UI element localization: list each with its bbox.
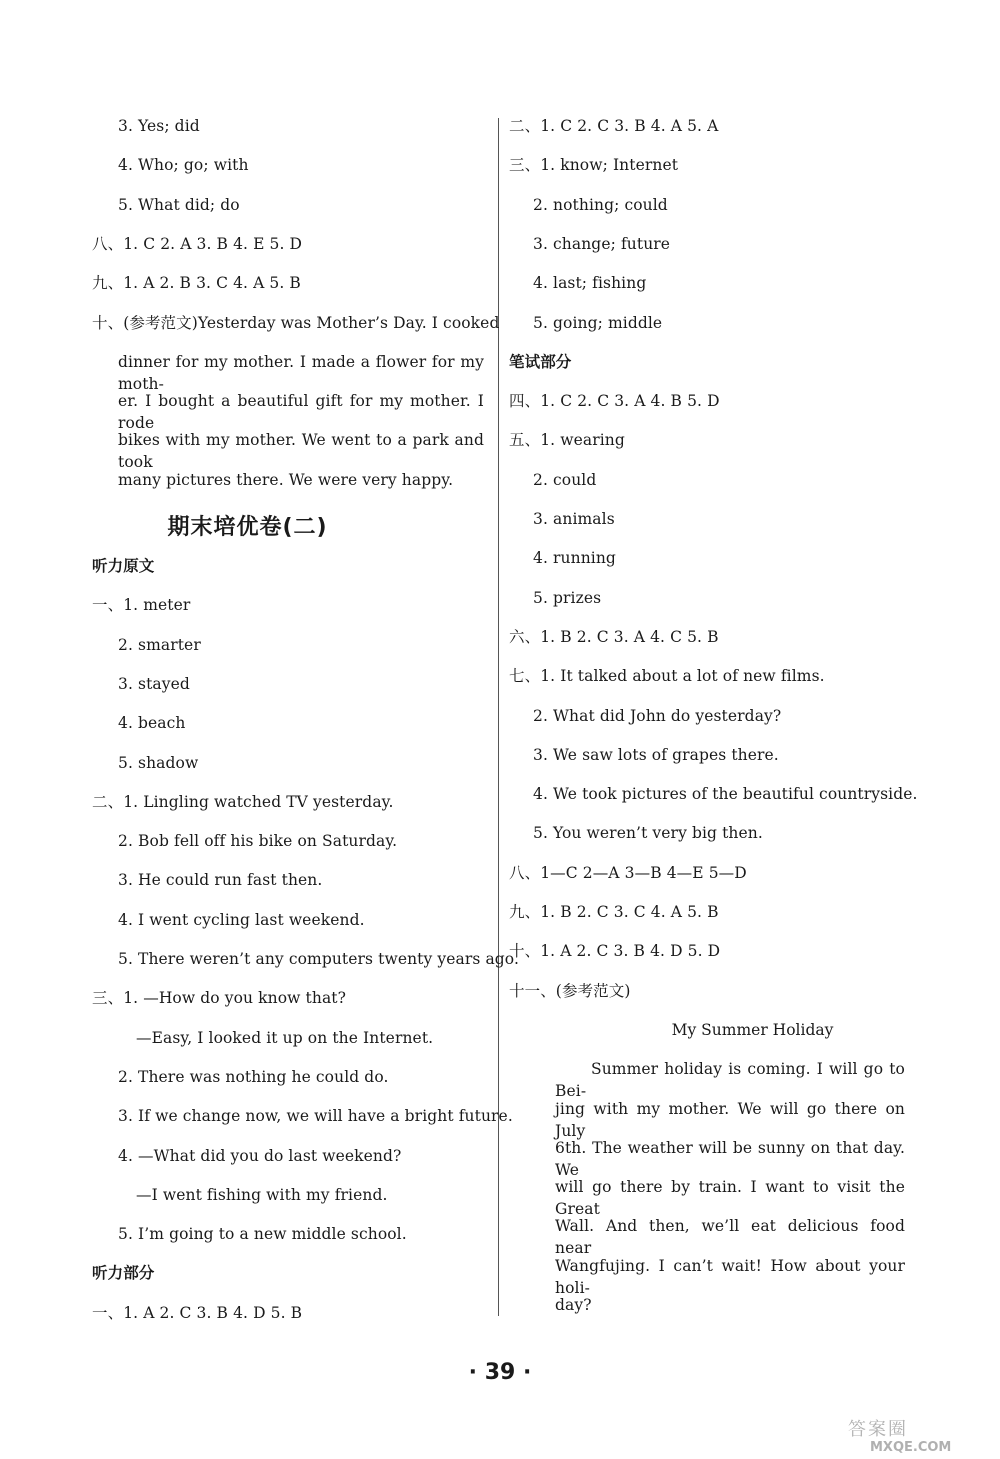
answer-line: 4. last; fishing bbox=[533, 274, 647, 293]
essay-opening: Yesterday was Mother’s Day. I cooked bbox=[197, 313, 500, 332]
answer-line: 4. running bbox=[533, 549, 616, 568]
essay-line: will go there by train. I want to visit the Great bbox=[555, 1178, 905, 1219]
essay-line: Summer holiday is coming. I will go to Bei- bbox=[555, 1060, 905, 1101]
answer-line: 4. We took pictures of the beautiful countryside. bbox=[533, 785, 918, 804]
answer-line: 一、1. meter bbox=[92, 596, 191, 615]
answer-line: 4. beach bbox=[118, 714, 186, 733]
answer-line: 二、1. Lingling watched TV yesterday. bbox=[92, 792, 394, 811]
answer-line: 5. shadow bbox=[118, 753, 199, 772]
answer-line: 3. stayed bbox=[118, 674, 190, 693]
page-number: · 39 · bbox=[468, 1360, 532, 1385]
answer-line: 一、1. A 2. C 3. B 4. D 5. B bbox=[92, 1303, 303, 1322]
listening-part-heading: 听力部分 bbox=[92, 1264, 155, 1283]
answer-line: 2. Bob fell off his bike on Saturday. bbox=[118, 832, 398, 851]
watermark-logo-text: 答案圈 bbox=[848, 1419, 908, 1440]
answer-line: 3. If we change now, we will have a bright future. bbox=[118, 1107, 513, 1126]
essay-line: many pictures there. We were very happy. bbox=[118, 470, 454, 489]
answer-line: 4. —What did you do last weekend? bbox=[118, 1146, 402, 1165]
answer-line: 十一、(参考范文) bbox=[509, 981, 631, 1000]
essay-label: 十、(参考范文) bbox=[92, 313, 198, 332]
answer-line: —Easy, I looked it up on the Internet. bbox=[136, 1028, 434, 1047]
answer-line: 十、1. A 2. C 3. B 4. D 5. D bbox=[509, 942, 721, 961]
answer-line: 5. prizes bbox=[533, 588, 602, 607]
answer-line: 4. I went cycling last weekend. bbox=[118, 910, 365, 929]
essay-line: Wall. And then, we’ll eat delicious food near bbox=[555, 1217, 905, 1258]
essay-first-line bbox=[92, 312, 500, 334]
essay-line: day? bbox=[555, 1296, 592, 1314]
essay-line: jing with my mother. We will go there on July bbox=[555, 1099, 905, 1140]
answer-line: 5. There weren’t any computers twenty years ago. bbox=[118, 950, 519, 968]
answer-line: 九、1. B 2. C 3. C 4. A 5. B bbox=[509, 903, 719, 921]
watermark-site-text: MXQE.COM bbox=[870, 1440, 952, 1455]
answer-line: 六、1. B 2. C 3. A 4. C 5. B bbox=[509, 627, 719, 646]
listening-text-heading: 听力原文 bbox=[92, 557, 155, 575]
answer-line: 3. We saw lots of grapes there. bbox=[533, 745, 779, 764]
answer-line: 2. could bbox=[533, 470, 597, 489]
written-part-heading: 笔试部分 bbox=[509, 352, 572, 371]
answer-line: 2. What did John do yesterday? bbox=[533, 706, 782, 725]
answer-line: 3. He could run fast then. bbox=[118, 871, 323, 890]
answer-line: 5. What did; do bbox=[118, 195, 240, 214]
answer-line: 5. I’m going to a new middle school. bbox=[118, 1225, 407, 1244]
answer-line: 2. smarter bbox=[118, 635, 201, 654]
answer-line: 三、1. —How do you know that? bbox=[92, 989, 347, 1008]
answer-line: 3. change; future bbox=[533, 234, 671, 253]
answer-line: 四、1. C 2. C 3. A 4. B 5. D bbox=[509, 392, 720, 411]
essay-line: dinner for my mother. I made a flower for my moth- bbox=[118, 352, 484, 393]
essay-line: Wangfujing. I can’t wait! How about your holi- bbox=[555, 1256, 905, 1297]
essay-line: er. I bought a beautiful gift for my mother. I rode bbox=[118, 392, 484, 433]
essay-line: 6th. The weather will be sunny on that day. We bbox=[555, 1138, 905, 1179]
answer-line: 5. You weren’t very big then. bbox=[533, 824, 763, 843]
answer-line: 3. animals bbox=[533, 510, 615, 528]
section-title: 期末培优卷(二) bbox=[167, 515, 328, 540]
column-divider bbox=[498, 118, 499, 1316]
answer-line: 七、1. It talked about a lot of new films. bbox=[509, 667, 825, 686]
answer-line: 九、1. A 2. B 3. C 4. A 5. B bbox=[92, 274, 301, 293]
answer-line: 3. Yes; did bbox=[118, 117, 200, 135]
answer-line: 三、1. know; Internet bbox=[509, 156, 679, 175]
answer-line: 2. nothing; could bbox=[533, 195, 668, 214]
answer-line: 2. There was nothing he could do. bbox=[118, 1067, 389, 1086]
essay-title: My Summer Holiday bbox=[671, 1020, 834, 1039]
answer-line: 八、1—C 2—A 3—B 4—E 5—D bbox=[509, 863, 747, 882]
essay-line: bikes with my mother. We went to a park and took bbox=[118, 431, 484, 472]
answer-line: 八、1. C 2. A 3. B 4. E 5. D bbox=[92, 234, 303, 253]
answer-line: 4. Who; go; with bbox=[118, 156, 249, 175]
answer-line: 5. going; middle bbox=[533, 313, 663, 332]
answer-line: 二、1. C 2. C 3. B 4. A 5. A bbox=[509, 117, 719, 135]
answer-line: —I went fishing with my friend. bbox=[136, 1185, 388, 1204]
answer-line: 五、1. wearing bbox=[509, 431, 625, 450]
